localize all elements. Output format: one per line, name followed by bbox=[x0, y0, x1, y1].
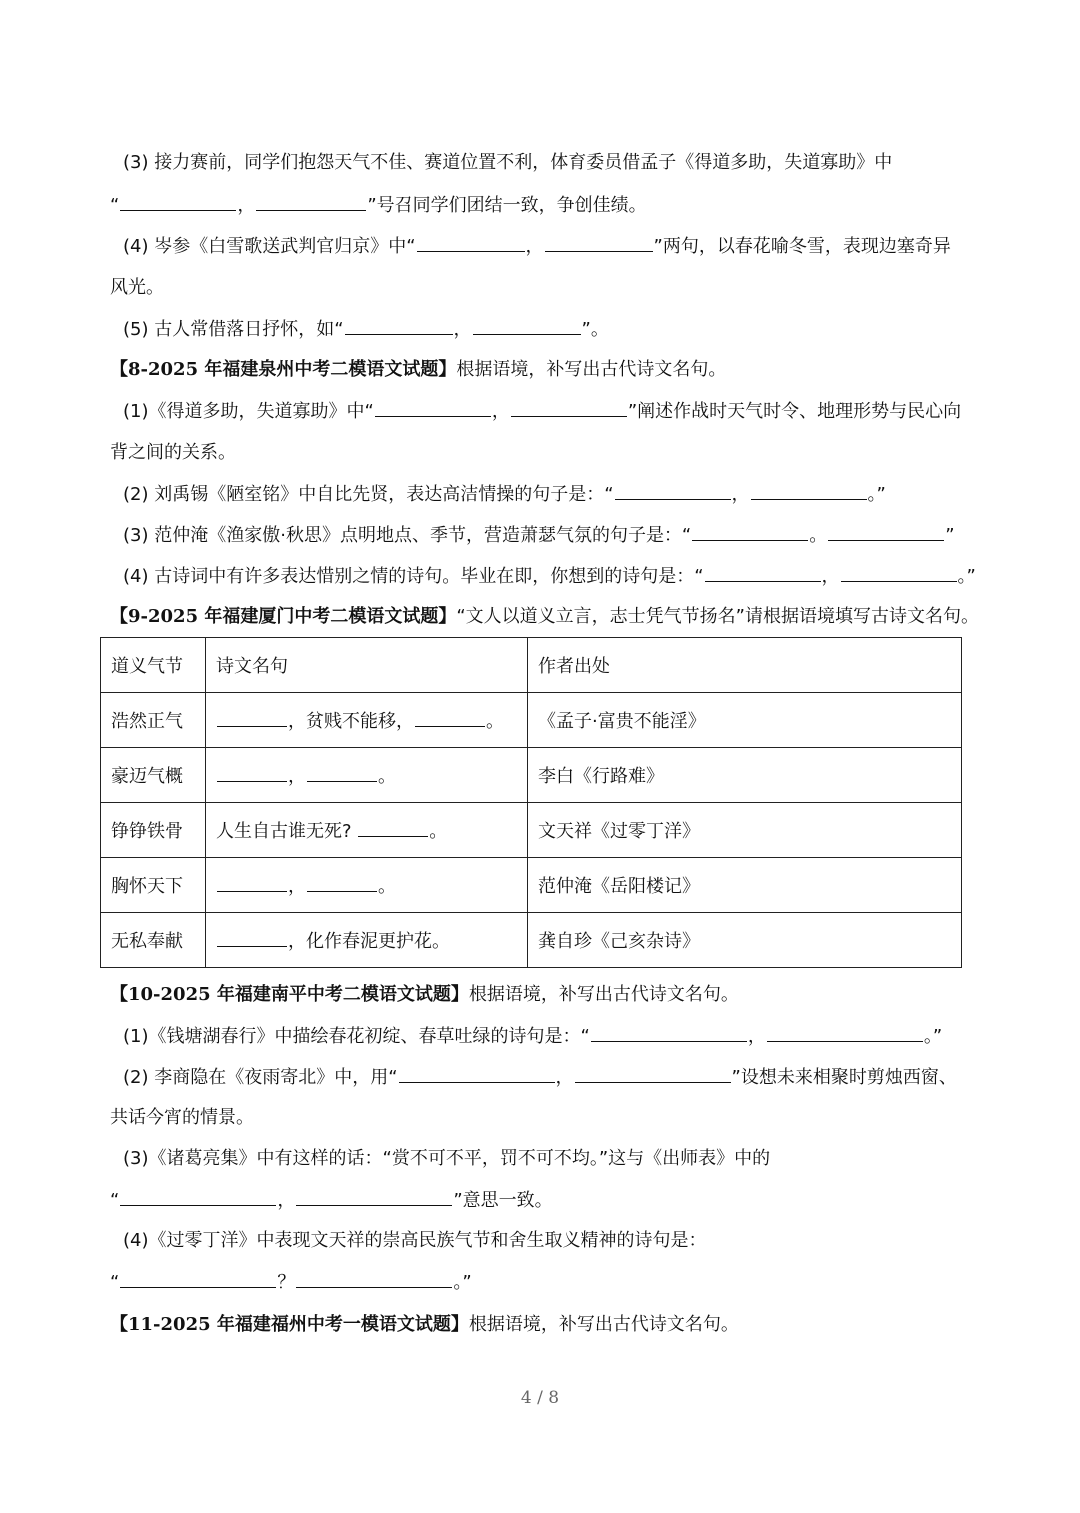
question-10-3-answer: “ ， ”意思一致。 bbox=[110, 1187, 553, 1214]
table-row bbox=[101, 803, 962, 858]
table-row bbox=[101, 748, 962, 803]
answer-blank[interactable] bbox=[575, 1064, 731, 1083]
answer-blank[interactable] bbox=[591, 1023, 747, 1042]
section-title: 【8-2025 年福建泉州中考二模语文试题】 bbox=[110, 359, 457, 380]
table-header: 作者出处 bbox=[528, 638, 962, 693]
table-cell: ，化作春泥更护花。 bbox=[206, 913, 528, 968]
answer-blank[interactable] bbox=[767, 1023, 923, 1042]
answer-blank[interactable] bbox=[692, 522, 808, 541]
question-8-4: (4) 古诗词中有许多表达惜别之情的诗句。毕业在即，你想到的诗句是：“ ， 。” bbox=[123, 563, 976, 590]
question-8-3: (3) 范仲淹《渔家傲·秋思》点明地点、季节，营造萧瑟气氛的句子是：“ 。 ” bbox=[123, 522, 955, 549]
answer-blank[interactable] bbox=[417, 233, 525, 252]
table-cell: 铮铮铁骨 bbox=[101, 803, 206, 858]
answer-blank[interactable] bbox=[217, 708, 287, 727]
question-10-4-answer: “ ？ 。” bbox=[110, 1269, 472, 1296]
question-10-2-cont: 共话今宵的情景。 bbox=[110, 1107, 254, 1128]
answer-blank[interactable] bbox=[473, 316, 581, 335]
answer-blank[interactable] bbox=[615, 481, 731, 500]
table-cell: 胸怀天下 bbox=[101, 858, 206, 913]
table-cell: 豪迈气概 bbox=[101, 748, 206, 803]
answer-blank[interactable] bbox=[399, 1064, 555, 1083]
answer-blank[interactable] bbox=[828, 522, 944, 541]
section-8-heading: 【8-2025 年福建泉州中考二模语文试题】根据语境，补写出古代诗文名句。 bbox=[110, 359, 727, 380]
page-number: 4 / 8 bbox=[520, 1388, 560, 1408]
question-7-4: (4) 岑参《白雪歌送武判官归京》中“ ， ”两句，以春花喻冬雪，表现边塞奇异 bbox=[123, 233, 951, 260]
table-cell: 范仲淹《岳阳楼记》 bbox=[528, 858, 962, 913]
table-cell: ，贫贱不能移， 。 bbox=[206, 693, 528, 748]
question-8-1-cont: 背之间的关系。 bbox=[110, 442, 236, 463]
question-7-5: (5) 古人常借落日抒怀，如“ ， ”。 bbox=[123, 316, 609, 343]
question-7-4-cont: 风光。 bbox=[110, 277, 164, 298]
answer-blank[interactable] bbox=[415, 708, 485, 727]
answer-blank[interactable] bbox=[296, 1187, 452, 1206]
answer-blank[interactable] bbox=[751, 481, 867, 500]
table-cell: 人生自古谁无死? 。 bbox=[206, 803, 528, 858]
section-11-heading: 【11-2025 年福建福州中考一模语文试题】根据语境，补写出古代诗文名句。 bbox=[110, 1314, 739, 1335]
poetry-table bbox=[100, 637, 962, 968]
answer-blank[interactable] bbox=[120, 192, 236, 211]
question-10-2: (2) 李商隐在《夜雨寄北》中，用“ ， ”设想未来相聚时剪烛西窗、 bbox=[123, 1064, 957, 1091]
section-title: 【10-2025 年福建南平中考二模语文试题】 bbox=[110, 984, 469, 1005]
section-10-heading: 【10-2025 年福建南平中考二模语文试题】根据语境，补写出古代诗文名句。 bbox=[110, 984, 739, 1005]
answer-blank[interactable] bbox=[545, 233, 653, 252]
table-row bbox=[101, 913, 962, 968]
question-8-2: (2) 刘禹锡《陋室铭》中自比先贤，表达高洁情操的句子是：“ ， 。” bbox=[123, 481, 886, 508]
section-9-heading: 【9-2025 年福建厦门中考二模语文试题】“文人以道义立言，志士凭气节扬名”请根据语境填写古诗文名句。 bbox=[110, 606, 980, 627]
question-10-3: (3)《诸葛亮集》中有这样的话：“赏不可不平，罚不可不均。”这与《出师表》中的 bbox=[123, 1148, 771, 1169]
question-7-3-answer: “ ， ”号召同学们团结一致，争创佳绩。 bbox=[110, 192, 647, 219]
table-row bbox=[101, 858, 962, 913]
table-cell: 文天祥《过零丁洋》 bbox=[528, 803, 962, 858]
answer-blank[interactable] bbox=[511, 398, 627, 417]
table-header-row bbox=[101, 638, 962, 693]
answer-blank[interactable] bbox=[705, 563, 821, 582]
table-row bbox=[101, 693, 962, 748]
table-header: 道义气节 bbox=[101, 638, 206, 693]
answer-blank[interactable] bbox=[307, 763, 377, 782]
answer-blank[interactable] bbox=[841, 563, 957, 582]
question-10-4: (4)《过零丁洋》中表现文天祥的崇高民族气节和舍生取义精神的诗句是： bbox=[123, 1230, 707, 1251]
question-8-1: (1)《得道多助，失道寡助》中“ ， ”阐述作战时天气时令、地理形势与民心向 bbox=[123, 398, 961, 425]
table-cell: ， 。 bbox=[206, 748, 528, 803]
table-cell: 无私奉献 bbox=[101, 913, 206, 968]
answer-blank[interactable] bbox=[120, 1269, 276, 1288]
question-7-3: (3) 接力赛前，同学们抱怨天气不佳、赛道位置不利，体育委员借孟子《得道多助，失道寡助》中 bbox=[123, 152, 893, 173]
table-cell: 《孟子·富贵不能淫》 bbox=[528, 693, 962, 748]
question-10-1: (1)《钱塘湖春行》中描绘春花初绽、春草吐绿的诗句是：“ ， 。” bbox=[123, 1023, 942, 1050]
table-cell: 龚自珍《己亥杂诗》 bbox=[528, 913, 962, 968]
answer-blank[interactable] bbox=[217, 763, 287, 782]
answer-blank[interactable] bbox=[296, 1269, 452, 1288]
answer-blank[interactable] bbox=[256, 192, 366, 211]
table-cell: 浩然正气 bbox=[101, 693, 206, 748]
answer-blank[interactable] bbox=[217, 928, 287, 947]
answer-blank[interactable] bbox=[345, 316, 453, 335]
section-title: 【9-2025 年福建厦门中考二模语文试题】 bbox=[110, 606, 457, 627]
answer-blank[interactable] bbox=[120, 1187, 276, 1206]
table-header: 诗文名句 bbox=[206, 638, 528, 693]
answer-blank[interactable] bbox=[217, 873, 287, 892]
table-cell: 李白《行路难》 bbox=[528, 748, 962, 803]
answer-blank[interactable] bbox=[307, 873, 377, 892]
section-title: 【11-2025 年福建福州中考一模语文试题】 bbox=[110, 1314, 469, 1335]
table-cell: ， 。 bbox=[206, 858, 528, 913]
answer-blank[interactable] bbox=[375, 398, 491, 417]
answer-blank[interactable] bbox=[358, 818, 428, 837]
